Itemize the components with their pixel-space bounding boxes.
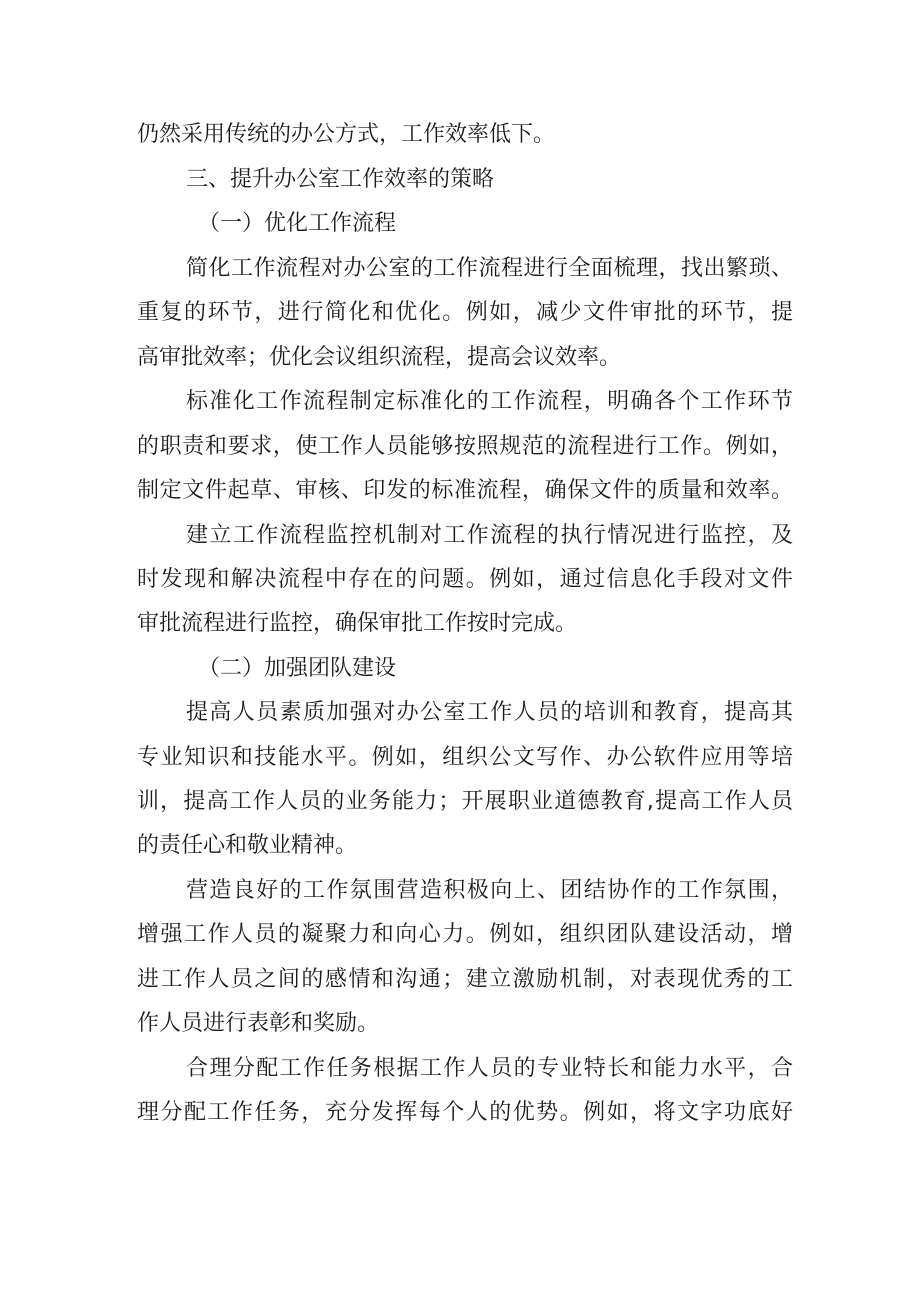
section-title: 三、提升办公室工作效率的策略 xyxy=(186,167,495,192)
paragraph-4-line-3: 训，提高工作人员的业务能力；开展职业道德教育,提高工作人员 xyxy=(137,789,793,814)
paragraph-5-line-4: 作人员进行表彰和奖励。 xyxy=(137,1011,380,1036)
paragraph-1-line-3: 高审批效率；优化会议组织流程，提高会议效率。 xyxy=(137,345,622,370)
paragraph-5-line-1: 营造良好的工作氛围营造积极向上、团结协作的工作氛围， xyxy=(186,878,793,903)
paragraph-1-line-2: 重复的环节，进行简化和优化。例如，减少文件审批的环节，提 xyxy=(137,300,793,325)
paragraph-2-line-3: 制定文件起草、审核、印发的标准流程，确保文件的质量和效率。 xyxy=(137,478,793,503)
paragraph-4-line-1: 提高人员素质加强对办公室工作人员的培训和教育，提高其 xyxy=(186,700,793,725)
intro-tail-line: 仍然采用传统的办公方式，工作效率低下。 xyxy=(137,122,556,147)
paragraph-6-line-2: 理分配工作任务，充分发挥每个人的优势。例如，将文字功底好 xyxy=(137,1100,793,1125)
paragraph-1-line-1: 简化工作流程对办公室的工作流程进行全面梳理，找出繁琐、 xyxy=(186,256,793,281)
subsection-title-2: （二）加强团队建设 xyxy=(198,656,397,681)
paragraph-3-line-3: 审批流程进行监控，确保审批工作按时完成。 xyxy=(137,611,578,636)
paragraph-2-line-1: 标准化工作流程制定标准化的工作流程，明确各个工作环节 xyxy=(186,389,793,414)
paragraph-2-line-2: 的职责和要求，使工作人员能够按照规范的流程进行工作。例如， xyxy=(137,434,793,459)
paragraph-3-line-2: 时发现和解决流程中存在的问题。例如，通过信息化手段对文件 xyxy=(137,567,793,592)
paragraph-5-line-2: 增强工作人员的凝聚力和向心力。例如，组织团队建设活动，增 xyxy=(137,922,793,947)
paragraph-4-line-2: 专业知识和技能水平。例如，组织公文写作、办公软件应用等培 xyxy=(137,745,793,770)
paragraph-3-line-1: 建立工作流程监控机制对工作流程的执行情况进行监控，及 xyxy=(186,523,793,548)
paragraph-6-line-1: 合理分配工作任务根据工作人员的专业特长和能力水平，合 xyxy=(186,1056,793,1081)
paragraph-5-line-3: 进工作人员之间的感情和沟通；建立激励机制，对表现优秀的工 xyxy=(137,967,793,992)
subsection-title-1: （一）优化工作流程 xyxy=(198,211,397,236)
paragraph-4-line-4: 的责任心和敬业精神。 xyxy=(137,833,358,858)
